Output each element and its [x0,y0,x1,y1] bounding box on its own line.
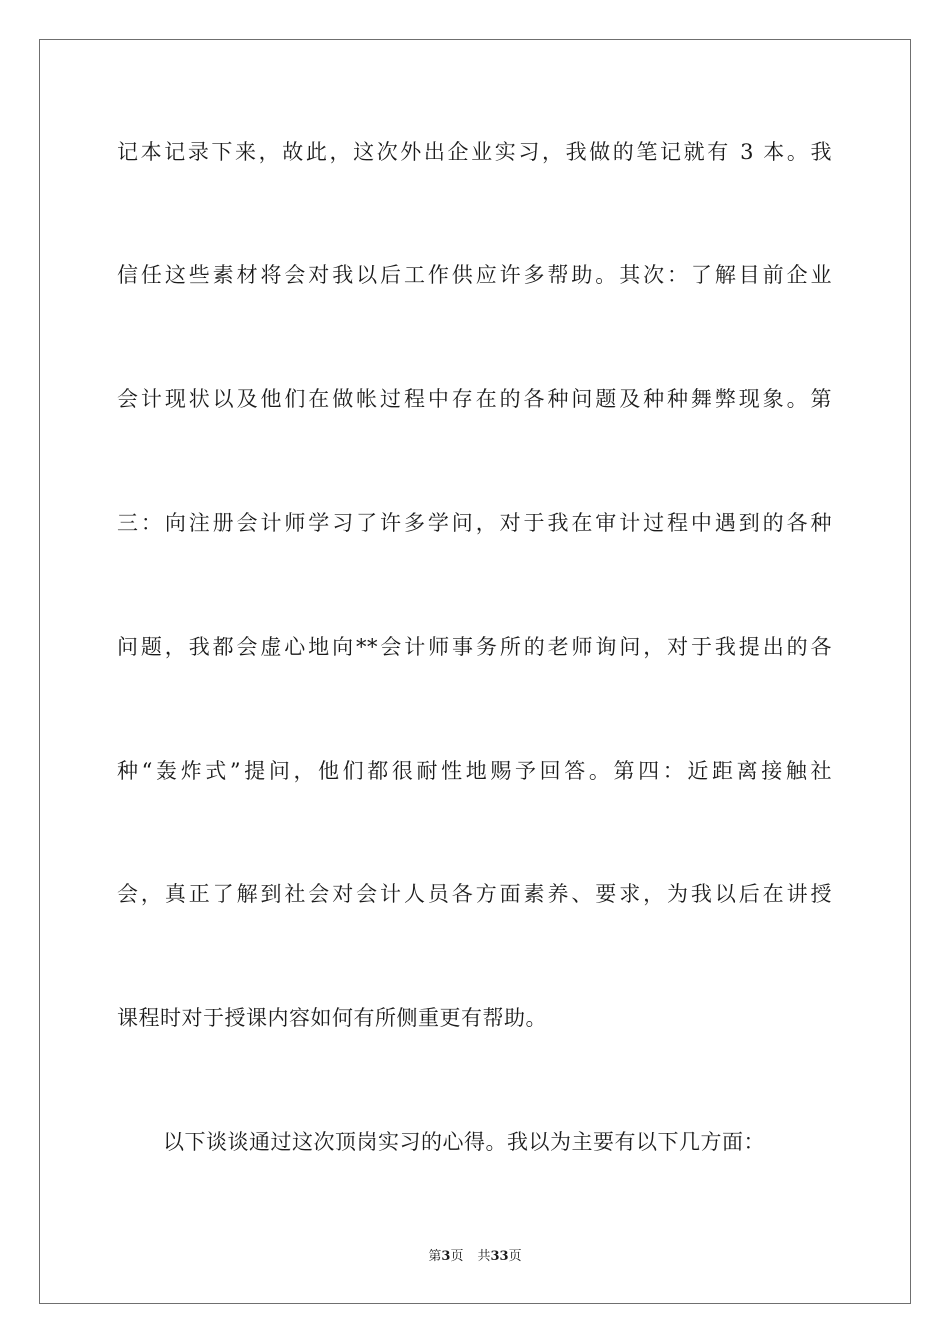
page-label-prefix: 第 [428,1249,442,1264]
body-text-line-1: 记本记录下来，故此，这次外出企业实习，我做的笔记就有 3 本。我 [117,140,832,164]
page-number: 3 [441,1249,451,1264]
body-text-line-8: 课程时对于授课内容如何有所侧重更有帮助。 [117,1006,547,1030]
page-label-suffix: 页 [450,1249,464,1264]
page-footer [0,1248,950,1266]
total-label-suffix: 页 [508,1249,522,1264]
total-pages: 33 [490,1249,509,1264]
body-text-line-5: 问题，我都会虚心地向**会计师事务所的老师询问，对于我提出的各 [117,635,832,659]
body-text-line-7: 会，真正了解到社会对会计人员各方面素养、要求，为我以后在讲授 [117,882,832,906]
body-text-line-4: 三：向注册会计师学习了许多学问，对于我在审计过程中遇到的各种 [117,511,832,535]
body-text-line-3: 会计现状以及他们在做帐过程中存在的各种问题及种种舞弊现象。第 [117,387,832,411]
body-text-line-6: 种“轰炸式”提问，他们都很耐性地赐予回答。第四：近距离接触社 [117,759,832,783]
paragraph-2-line: 以下谈谈通过这次顶岗实习的心得。我以为主要有以下几方面： [163,1130,765,1154]
total-label-prefix: 共 [477,1249,491,1264]
body-text-line-2: 信任这些素材将会对我以后工作供应许多帮助。其次：了解目前企业 [117,263,832,287]
page-border [39,39,911,1304]
